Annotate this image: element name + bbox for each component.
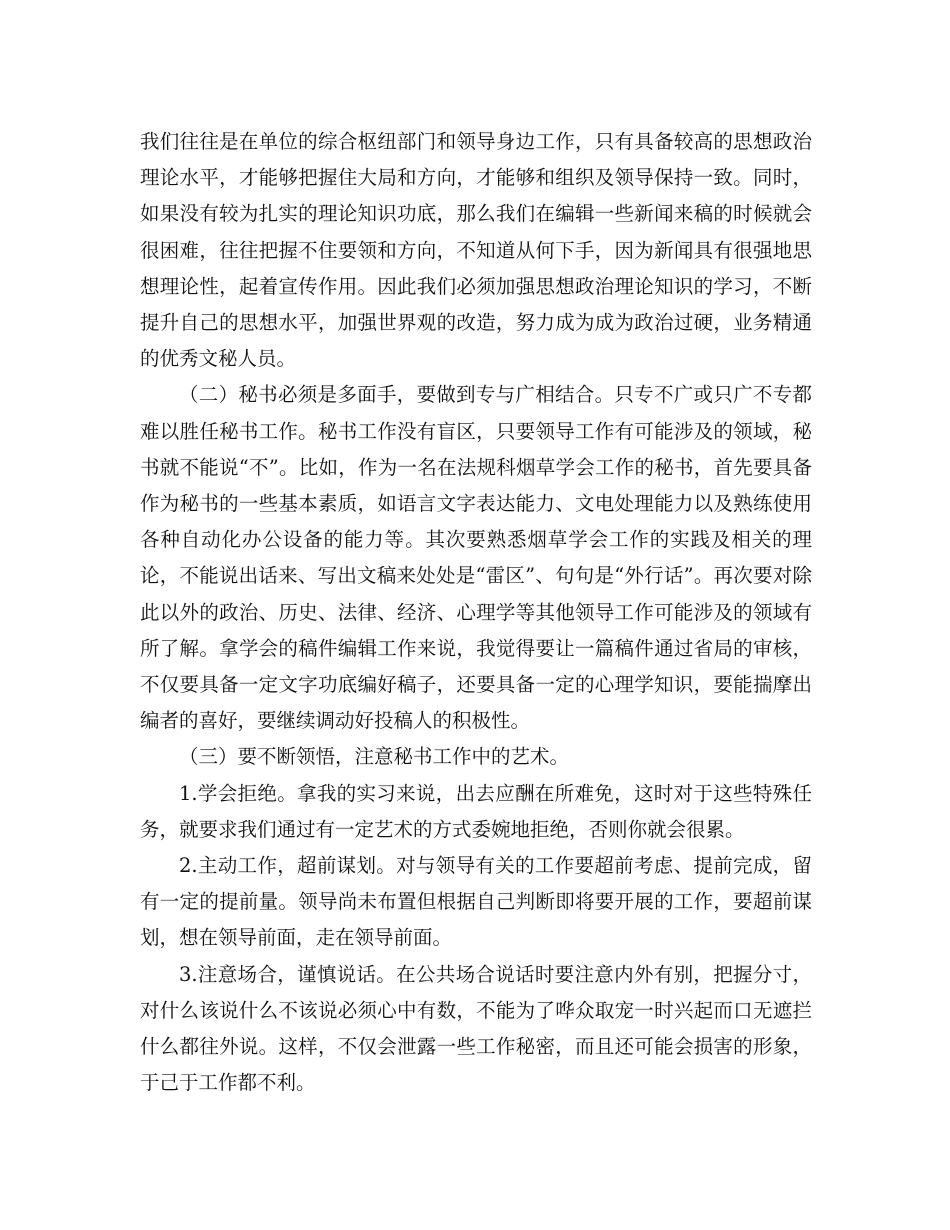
paragraph-item-one: 1.学会拒绝。拿我的实习来说，出去应酬在所难免，这时对于这些特殊任务，就要求我们通过有一定艺术的方式委婉地拒绝，否则你就会很累。 <box>140 781 812 841</box>
paragraph-continuation: 我们往往是在单位的综合枢纽部门和领导身边工作，只有具备较高的思想政治理论水平，才能够把握住大局和方向，才能够和组织及领导保持一致。同时，如果没有较为扎实的理论知识功底，那么我们在编辑一些新闻来稿的时候就会很困难，往往把握不住要领和方向，不知道从何下手，因为新闻具有很强地思想理论性，起着宣传作用。因此我们必须加强思想政治理论知识的学习，不断提升自己的思想水平，加强世界观的改造，努力成为成为政治过硬，业务精通的优秀文秘人员。 <box>140 130 812 371</box>
paragraph-section-three-heading: （三）要不断领悟，注意秘书工作中的艺术。 <box>179 745 570 769</box>
paragraph-item-three: 3.注意场合，谨慎说话。在公共场合说话时要注意内外有别，把握分寸，对什么该说什么不该说必须心中有数，不能为了哗众取宠一时兴起而口无遮拦什么都往外说。这样，不仅会泄露一些工作秘密，而且还可能会损害的形象，于己于工作都不利。 <box>140 962 812 1095</box>
paragraph-section-two: （二）秘书必须是多面手，要做到专与广相结合。只专不广或只广不专都难以胜任秘书工作。秘书工作没有盲区，只要领导工作有可能涉及的领域，秘书就不能说“不”。比如，作为一名在法规科烟草学会工作的秘书，首先要具备作为秘书的一些基本素质，如语言文字表达能力、文电处理能力以及熟练使用各种自动化办公设备的能力等。其次要熟悉烟草学会工作的实践及相关的理论，不能说出话来、写出文稿来处处是“雷区”、句句是“外行话”。再次要对除此以外的政治、历史、法律、经济、心理学等其他领导工作可能涉及的领域有所了解。拿学会的稿件编辑工作来说，我觉得要让一篇稿件通过省局的审核，不仅要具备一定文字功底编好稿子，还要具备一定的心理学知识，要能揣摩出编者的喜好，要继续调动好投稿人的积极性。 <box>140 383 812 733</box>
paragraph-item-two: 2.主动工作，超前谋划。对与领导有关的工作要超前考虑、提前完成，留有一定的提前量。领导尚未布置但根据自己判断即将要开展的工作，要超前谋划，想在领导前面，走在领导前面。 <box>140 854 812 950</box>
